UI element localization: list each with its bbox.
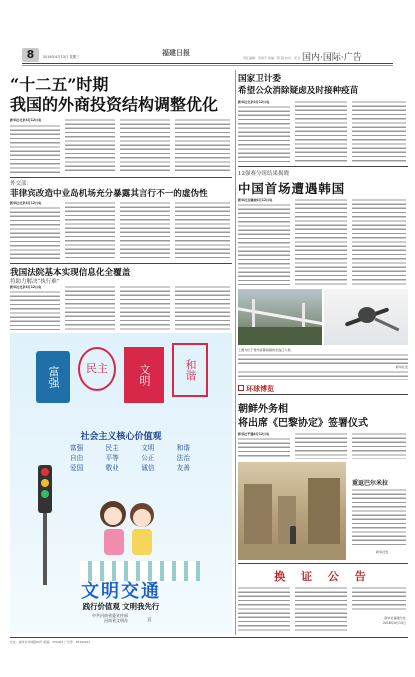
bridge-photo [238, 289, 322, 345]
palmyra-caption: 重返巴尔米拉 [352, 480, 389, 487]
world-section [238, 384, 408, 560]
airport-kicker: 外交部： [10, 181, 33, 187]
vaccine-title-line2: 希望公众消除疑虑及时接种疫苗 [238, 86, 359, 96]
traffic-light-pole [43, 513, 47, 585]
photo-caption: 上图为位于贵州省都格镇的北盘江大桥。 [238, 348, 294, 352]
poster-slogan-sub: 践行价值观 文明我先行 [82, 602, 160, 611]
poster-sponsor: 中共河南省委宣传部 河南省文明办 [92, 613, 128, 623]
vaccine-byline: 新华社北京4月12日电 [238, 100, 270, 104]
divider [238, 394, 408, 395]
caption-credit: 新华社发 [395, 365, 408, 369]
poster-headline: 社会主义核心价值观 [80, 432, 162, 442]
football-article [238, 169, 408, 287]
airport-body-col2 [65, 201, 115, 260]
courts-subtitle: 将助力解决“执行难” [10, 279, 60, 285]
world-body-col3 [352, 432, 406, 459]
world-section-label: 环球博览 [246, 384, 274, 393]
football-body-col3 [352, 198, 406, 285]
trade-body-col4 [175, 118, 230, 174]
courts-title: 我国法院基本实现信息化全覆盖 [10, 268, 131, 278]
courts-body-col1 [10, 290, 60, 330]
seal-row [30, 343, 212, 413]
airport-body-col3 [120, 201, 170, 260]
children-illustration [100, 501, 156, 563]
football-body-col2 [295, 198, 347, 285]
football-byline: 新华社吉隆坡4月12日电 [238, 198, 273, 202]
courts-body-col2 [65, 285, 115, 330]
airport-article [10, 179, 232, 262]
trade-body-col1 [10, 124, 60, 174]
trade-title-line1: “十二五”时期 [10, 75, 109, 94]
seal: 民主 [78, 347, 116, 391]
values-row: 富强 民主 文明 和谐 [70, 444, 190, 452]
world-body-col1 [238, 437, 290, 459]
divider [10, 263, 232, 264]
bird-photo [324, 289, 408, 345]
divider [238, 166, 408, 167]
notice-body-col3 [352, 586, 406, 612]
notice-title: 换 证 公 告 [274, 570, 372, 583]
airport-body-col1 [10, 206, 60, 260]
photo-caption-body-2 [238, 370, 408, 380]
values-row: 自由 平等 公正 法治 [70, 454, 190, 462]
courts-byline: 新华社北京4月12日电 [10, 285, 42, 289]
poster-slogan: 文明交通 [81, 581, 161, 602]
courts-body-col3 [120, 285, 170, 330]
vaccine-body-col2 [295, 100, 347, 163]
section-title: 国内·国际·广告 [302, 53, 362, 63]
poster-sponsor-tag: 宣 [147, 618, 152, 623]
photo-caption-body [238, 353, 408, 365]
world-byline: 新华社平壤4月12日电 [238, 432, 270, 436]
vaccine-body-col3 [352, 100, 406, 163]
masthead-rule-thin [22, 65, 393, 66]
seal: 富强 [36, 351, 70, 403]
masthead [0, 0, 415, 74]
seal: 文明 [124, 347, 164, 403]
trade-byline: 新华社北京4月12日电 [10, 118, 42, 122]
core-values-poster [10, 333, 232, 633]
notice-box [238, 563, 408, 635]
airport-body-col4 [175, 201, 230, 260]
vaccine-title-line1: 国家卫计委 [238, 74, 281, 84]
vaccine-article [238, 72, 408, 164]
palmyra-caption-body [352, 488, 406, 548]
values-grid [70, 443, 190, 473]
footer-address: 社址：福州市华林路84号 邮编：350003 广告部：83390011 [10, 640, 91, 644]
traffic-light-icon [38, 465, 52, 513]
palmyra-credit: 新华社发 [376, 550, 389, 554]
column-divider [235, 70, 236, 635]
seal: 和谐 [172, 343, 208, 397]
trade-body-col3 [120, 118, 170, 174]
trade-article [10, 72, 232, 176]
paper-logo: 福建日报 [162, 48, 190, 57]
world-title-line1: 朝鲜外务相 [238, 404, 288, 415]
palmyra-photo [238, 462, 346, 560]
world-body-col2 [295, 432, 347, 459]
football-kicker: 12强赛分组结果揭晓 [238, 171, 289, 177]
football-body-col1 [238, 203, 290, 285]
courts-article [10, 266, 232, 332]
world-title-line2: 将出席《巴黎协定》签署仪式 [238, 418, 368, 429]
notice-body-col2 [295, 586, 347, 632]
football-title: 中国首场遭遇韩国 [238, 181, 346, 196]
vaccine-body-col1 [238, 105, 290, 163]
masthead-rule [22, 63, 393, 64]
page-number: 8 [22, 48, 39, 62]
trade-body-col2 [65, 118, 115, 174]
section-box-icon [238, 385, 244, 391]
notice-signature: 新华社福建分社 [384, 616, 406, 620]
editor-line: 责任编辑：李建平 美编：陈 超 校对：吴 红 [243, 56, 301, 60]
notice-body-col1 [238, 586, 290, 632]
courts-body-col4 [175, 285, 230, 330]
values-row: 爱国 敬业 诚信 友善 [70, 464, 190, 472]
date-line: 2016年4月13日 星期三 [43, 55, 80, 59]
notice-date: 2016年4月13日 [382, 621, 406, 625]
footer-rule [10, 637, 408, 638]
trade-title-line2: 我国的外商投资结构调整优化 [10, 95, 219, 114]
divider [10, 177, 232, 178]
airport-byline: 新华社北京4月12日电 [10, 201, 42, 205]
airport-title: 菲律宾改造中业岛机场充分暴露其言行不一的虚伪性 [10, 189, 208, 199]
